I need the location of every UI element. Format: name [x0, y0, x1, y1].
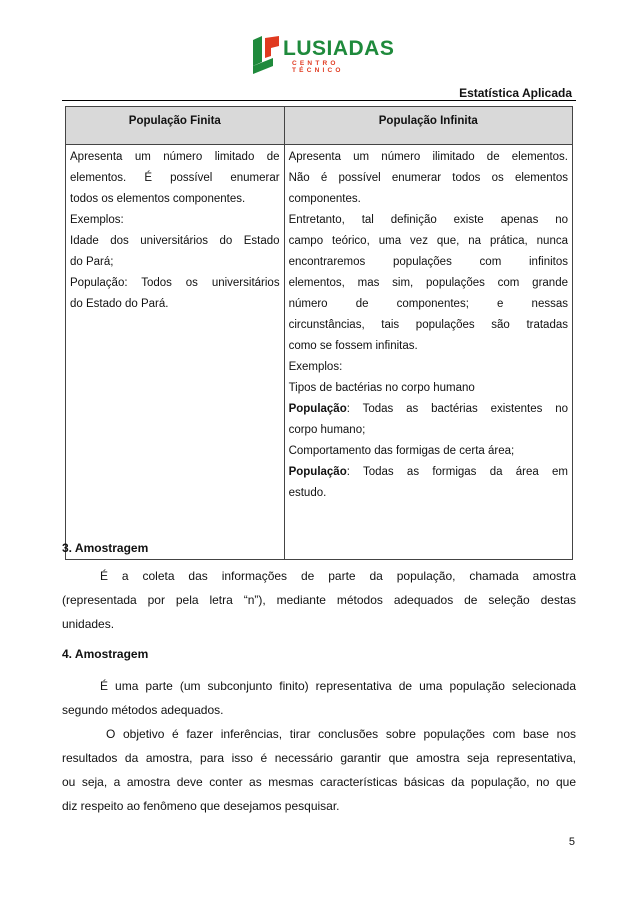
finite-line: do Estado do Pará.	[70, 298, 169, 310]
finite-population-cell	[66, 145, 285, 560]
finite-line: do Pará;	[70, 256, 114, 268]
header-finite-population: População Finita	[66, 107, 285, 145]
logo-mark-icon	[251, 36, 281, 74]
infinite-line: corpo humano;	[288, 424, 366, 436]
section-3-title: 3. Amostragem	[62, 541, 149, 555]
paragraph-line: É a coleta das informações de parte da população, chamada amostra	[100, 569, 576, 583]
course-title: Estatística Aplicada	[459, 86, 572, 100]
infinite-line: campo teórico, uma vez que, na prática, nunca	[288, 235, 568, 247]
logo-subtitle: CENTRO TÉCNICO	[292, 60, 344, 74]
infinite-line: circunstâncias, tais populações são tratadas	[288, 319, 568, 331]
population-label: População	[288, 466, 347, 478]
finite-line: Exemplos:	[70, 214, 124, 226]
finite-line: todos os elementos componentes.	[70, 193, 246, 205]
paragraph-line: segundo métodos adequados.	[62, 703, 224, 717]
finite-line: Idade dos universitários do Estado	[70, 235, 280, 247]
infinite-line: elementos, mas sim, populações com grande	[288, 277, 568, 289]
infinite-line: Não é possível enumerar todos os elementos	[288, 172, 568, 184]
logo	[251, 36, 395, 76]
infinite-line: Comportamento das formigas de certa área;	[288, 445, 515, 457]
section-4-title: 4. Amostragem	[62, 647, 149, 661]
infinite-line: número de componentes; e nessas	[288, 298, 568, 310]
paragraph-line: O objetivo é fazer inferências, tirar conclusões sobre populações com base nos	[106, 727, 576, 741]
page-number: 5	[568, 836, 575, 848]
paragraph-line: É uma parte (um subconjunto finito) representativa de uma população selecionada	[100, 679, 576, 693]
population-text: : Todas as bactérias existentes no	[346, 403, 568, 415]
infinite-line: Exemplos:	[288, 361, 343, 373]
population-text: : Todas as formigas da área em	[346, 466, 568, 478]
paragraph-line: resultados da amostra, para isso é necessário garantir que amostra seja representativa,	[62, 751, 576, 765]
section-4-paragraph-2	[62, 722, 576, 818]
infinite-population-cell	[284, 145, 572, 560]
header-infinite-population: População Infinita	[284, 107, 572, 145]
infinite-line: encontraremos populações com infinitos	[288, 256, 568, 268]
finite-line: População: Todos os universitários	[70, 277, 280, 289]
paragraph-line: unidades.	[62, 617, 115, 631]
infinite-line: Entretanto, tal definição existe apenas no	[288, 214, 568, 226]
section-4-paragraph-1	[62, 674, 576, 722]
section-3-paragraph	[62, 564, 576, 636]
infinite-line: Tipos de bactérias no corpo humano	[288, 382, 475, 394]
infinite-line	[289, 399, 568, 420]
paragraph-line: diz respeito ao fenômeno que desejamos pesquisar.	[62, 799, 340, 813]
infinite-line: Apresenta um número ilimitado de elementos.	[288, 151, 568, 163]
finite-line: elementos. É possível enumerar	[70, 172, 280, 184]
infinite-line: estudo.	[288, 487, 327, 499]
paragraph-line: ou seja, a amostra deve conter as mesmas características básicas da população, no que	[62, 775, 576, 789]
paragraph-line: (representada por pela letra “n”), mediante métodos adequados de seleção destas	[62, 593, 576, 607]
population-label: População	[288, 403, 347, 415]
infinite-line: componentes.	[288, 193, 361, 205]
infinite-line	[289, 462, 568, 483]
infinite-line: como se fossem infinitas.	[288, 340, 418, 352]
population-comparison-table	[65, 106, 573, 560]
header-divider	[62, 100, 576, 101]
finite-line: Apresenta um número limitado de	[70, 151, 280, 163]
logo-name: LUSIADAS	[283, 37, 395, 60]
